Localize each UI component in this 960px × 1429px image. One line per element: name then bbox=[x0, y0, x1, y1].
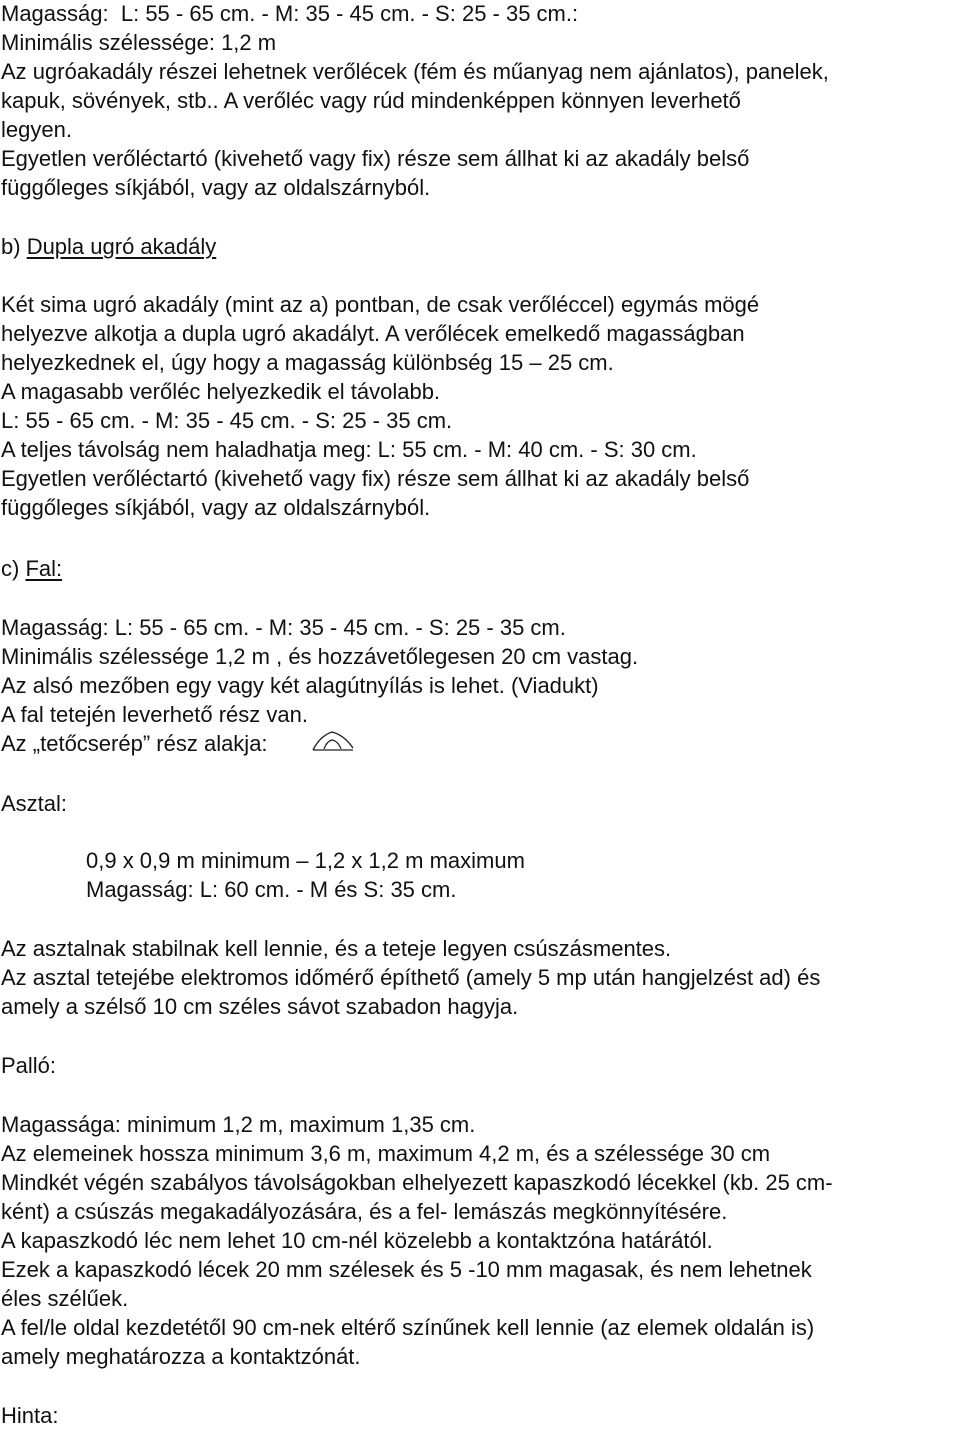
asztal-indented-line: 0,9 x 0,9 m minimum – 1,2 x 1,2 m maximum bbox=[86, 848, 525, 873]
section-c-line: Magasság: L: 55 - 65 cm. - M: 35 - 45 cm. - S: 25 - 35 cm. bbox=[1, 615, 566, 640]
section-b-line: függőleges síkjából, vagy az oldalszárnyból. bbox=[1, 495, 431, 520]
asztal-indented-line: Magasság: L: 60 cm. - M és S: 35 cm. bbox=[86, 877, 457, 902]
asztal-line: Az asztalnak stabilnak kell lennie, és a teteje legyen csúszásmentes. bbox=[1, 936, 672, 961]
pallo-heading: Palló: bbox=[1, 1053, 57, 1078]
section-b-heading bbox=[1, 234, 216, 260]
pallo-line: éles szélűek. bbox=[1, 1286, 129, 1311]
section-c-heading bbox=[1, 556, 62, 582]
section-b-line: helyezve alkotja a dupla ugró akadályt. A verőlécek emelkedő magasságban bbox=[1, 321, 745, 346]
section-b-line: A teljes távolság nem haladhatja meg: L: 55 cm. - M: 40 cm. - S: 30 cm. bbox=[1, 437, 697, 462]
asztal-line: Az asztal tetejébe elektromos időmérő építhető (amely 5 mp után hangjelzést ad) és bbox=[1, 965, 821, 990]
section-b-line: L: 55 - 65 cm. - M: 35 - 45 cm. - S: 25 - 35 cm. bbox=[1, 408, 453, 433]
pallo-line: amely meghatározza a kontaktzónát. bbox=[1, 1344, 361, 1369]
asztal-line: amely a szélső 10 cm széles sávot szabadon hagyja. bbox=[1, 994, 519, 1019]
pallo-line: Mindkét végén szabályos távolságokban elhelyezett kapaszkodó lécekkel (kb. 25 cm- bbox=[1, 1170, 833, 1195]
section-c-line: Az alsó mezőben egy vagy két alagútnyílás is lehet. (Viadukt) bbox=[1, 673, 599, 698]
section-b-line: helyezkednek el, úgy hogy a magasság különbség 15 – 25 cm. bbox=[1, 350, 614, 375]
section-c-prefix: c) bbox=[1, 556, 20, 581]
intro-line: Egyetlen verőléctartó (kivehető vagy fix) része sem állhat ki az akadály belső bbox=[1, 146, 750, 171]
section-c-title: Fal: bbox=[25, 556, 63, 581]
pallo-line: Az elemeinek hossza minimum 3,6 m, maximum 4,2 m, és a szélessége 30 cm bbox=[1, 1141, 771, 1166]
intro-height-label: Magasság: bbox=[1, 1, 109, 26]
intro-line: legyen. bbox=[1, 117, 72, 142]
pallo-line: Magassága: minimum 1,2 m, maximum 1,35 cm. bbox=[1, 1112, 476, 1137]
intro-line: Az ugróakadály részei lehetnek verőlécek (fém és műanyag nem ajánlatos), panelek, bbox=[1, 59, 829, 84]
section-b-title: Dupla ugró akadály bbox=[26, 234, 217, 259]
intro-height-values: L: 55 - 65 cm. - M: 35 - 45 cm. - S: 25 - 35 cm.: bbox=[120, 1, 579, 26]
hinta-heading: Hinta: bbox=[1, 1403, 59, 1428]
pallo-line: Ezek a kapaszkodó lécek 20 mm szélesek és 5 -10 mm magasak, és nem lehetnek bbox=[1, 1257, 812, 1282]
pallo-line: ként) a csúszás megakadályozására, és a fel- lemászás megkönnyítésére. bbox=[1, 1199, 728, 1224]
intro-line: függőleges síkjából, vagy az oldalszárnyból. bbox=[1, 175, 431, 200]
pallo-line: A kapaszkodó léc nem lehet 10 cm-nél közelebb a kontaktzóna határától. bbox=[1, 1228, 713, 1253]
roof-tile-shape-icon bbox=[310, 728, 356, 754]
pallo-line: A fel/le oldal kezdetétől 90 cm-nek eltérő színűnek kell lennie (az elemek oldalán is) bbox=[1, 1315, 815, 1340]
section-b-line: Egyetlen verőléctartó (kivehető vagy fix) része sem állhat ki az akadály belső bbox=[1, 466, 750, 491]
section-b-prefix: b) bbox=[1, 234, 21, 259]
intro-height-line bbox=[1, 1, 578, 27]
section-c-line: Minimális szélessége 1,2 m , és hozzávetőlegesen 20 cm vastag. bbox=[1, 644, 639, 669]
asztal-heading: Asztal: bbox=[1, 791, 68, 816]
section-b-line: A magasabb verőléc helyezkedik el távolabb. bbox=[1, 379, 441, 404]
section-c-line: Az „tetőcserép” rész alakja: bbox=[1, 731, 268, 756]
intro-line: kapuk, sövények, stb.. A verőléc vagy rúd mindenképpen könnyen leverhető bbox=[1, 88, 741, 113]
section-b-line: Két sima ugró akadály (mint az a) pontban, de csak verőléccel) egymás mögé bbox=[1, 292, 760, 317]
section-c-line: A fal tetején leverhető rész van. bbox=[1, 702, 308, 727]
intro-line: Minimális szélessége: 1,2 m bbox=[1, 30, 277, 55]
